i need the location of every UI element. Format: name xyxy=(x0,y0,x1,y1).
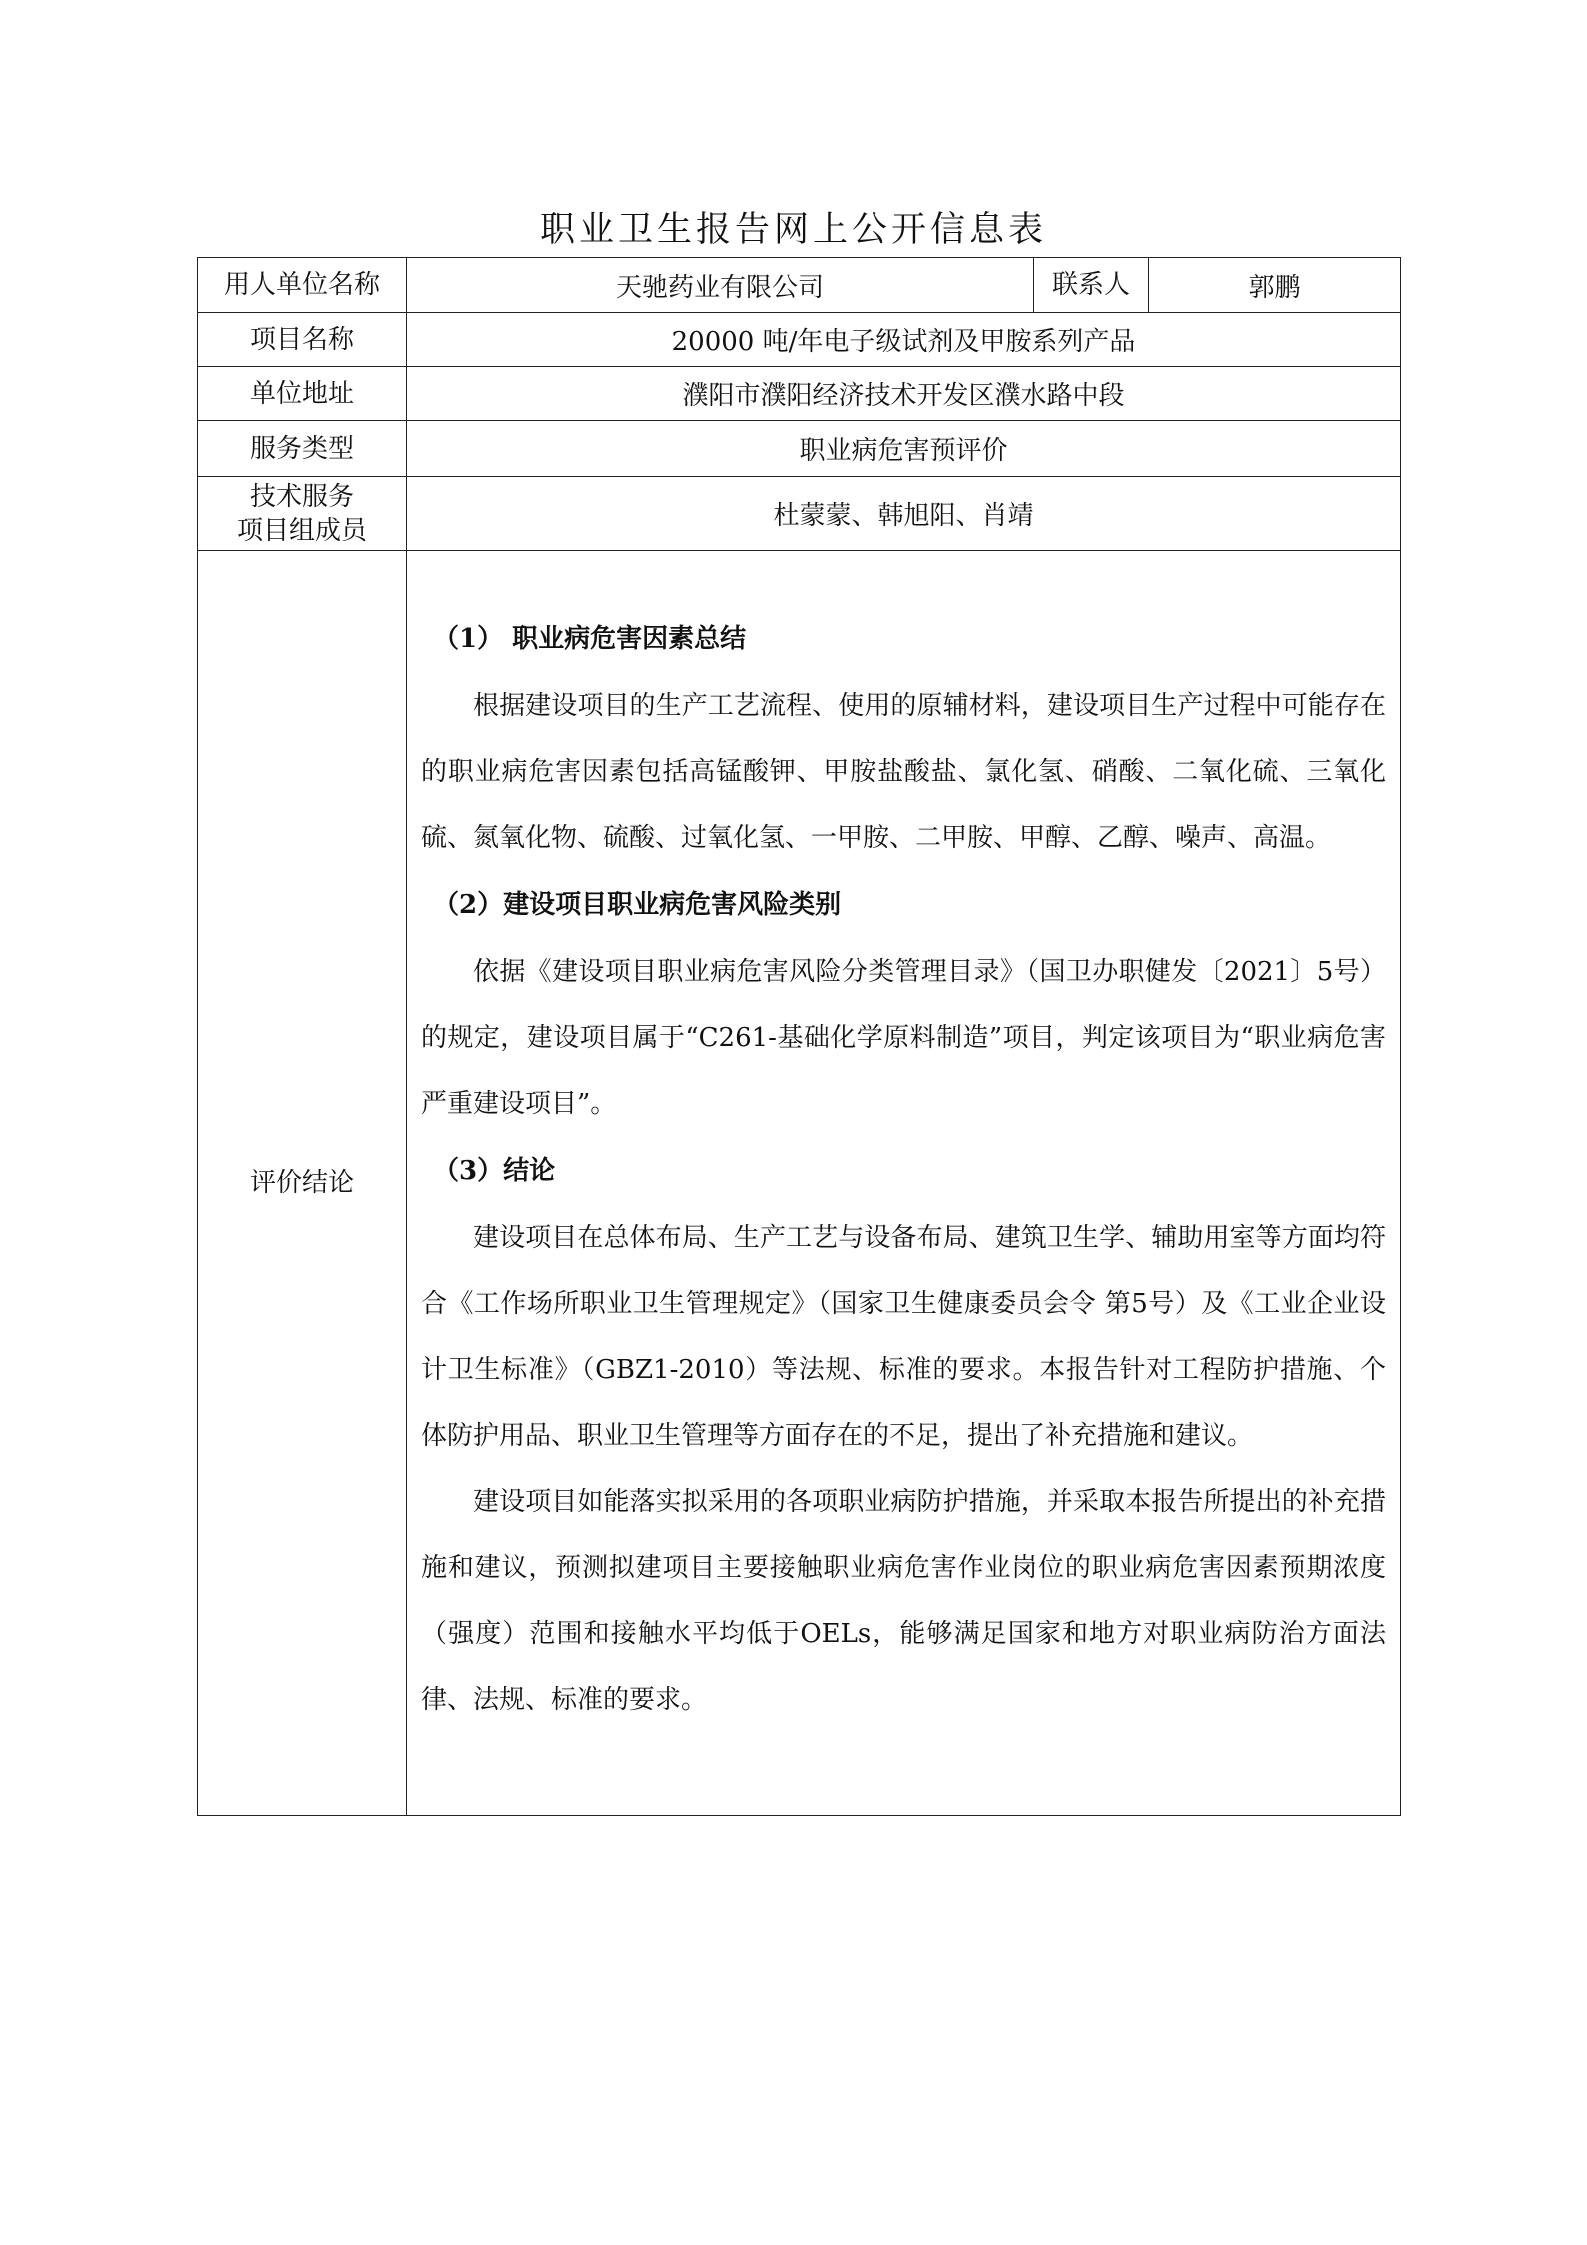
row-team xyxy=(198,477,1401,551)
team-value: 杜蒙蒙、韩旭阳、肖靖 xyxy=(407,477,1401,551)
team-label-line2: 项目组成员 xyxy=(236,515,367,546)
team-label xyxy=(198,477,407,551)
info-table xyxy=(197,257,1401,1816)
employer-value: 天驰药业有限公司 xyxy=(407,258,1034,313)
section-2-paragraph: 依据《建设项目职业病危害风险分类管理目录》（国卫办职健发〔2021〕5号）的规定，建设项目属于“C261-基础化学原料制造”项目，判定该项目为“职业病危害严重建设项目”。 xyxy=(421,957,1386,1119)
conclusion-content xyxy=(407,551,1401,1816)
team-label-line1: 技术服务 xyxy=(249,481,354,512)
conclusion-label: 评价结论 xyxy=(198,551,407,1816)
section-3-paragraph-1: 建设项目在总体布局、生产工艺与设备布局、建筑卫生学、辅助用室等方面均符合《工作场所职业卫生管理规定》（国家卫生健康委员会令 第5号）及《工业企业设计卫生标准》（GBZ1-2010）等法规、标准的要求。本报告针对工程防护措施、个体防护用品、职业卫生管理等方面存在的不足，提出了补充措施和建议。 xyxy=(421,1223,1386,1451)
section-2-heading: （2）建设项目职业病危害风险类别 xyxy=(433,890,842,920)
service-value: 职业病危害预评价 xyxy=(407,421,1401,477)
address-value: 濮阳市濮阳经济技术开发区濮水路中段 xyxy=(407,367,1401,421)
section-1-heading: （1） 职业病危害因素总结 xyxy=(433,624,747,654)
address-label: 单位地址 xyxy=(198,367,407,421)
section-3-heading: （3）结论 xyxy=(433,1156,556,1186)
section-3-paragraph-2: 建设项目如能落实拟采用的各项职业病防护措施，并采取本报告所提出的补充措施和建议，预测拟建项目主要接触职业病危害作业岗位的职业病危害因素预期浓度（强度）范围和接触水平均低于OELs，能够满足国家和地方对职业病防治方面法律、法规、标准的要求。 xyxy=(421,1487,1386,1715)
row-conclusion xyxy=(198,551,1401,1816)
row-service xyxy=(198,421,1401,477)
service-label: 服务类型 xyxy=(198,421,407,477)
row-employer xyxy=(198,258,1401,313)
project-value: 20000 吨/年电子级试剂及甲胺系列产品 xyxy=(407,313,1401,367)
contact-label: 联系人 xyxy=(1034,258,1149,313)
contact-value: 郭鹏 xyxy=(1149,258,1401,313)
row-address xyxy=(198,367,1401,421)
page-title: 职业卫生报告网上公开信息表 xyxy=(539,210,1047,250)
row-project xyxy=(198,313,1401,367)
employer-label: 用人单位名称 xyxy=(198,258,407,313)
project-label: 项目名称 xyxy=(198,313,407,367)
section-1-paragraph: 根据建设项目的生产工艺流程、使用的原辅材料，建设项目生产过程中可能存在的职业病危害因素包括高锰酸钾、甲胺盐酸盐、氯化氢、硝酸、二氧化硫、三氧化硫、氮氧化物、硫酸、过氧化氢、一甲胺、二甲胺、甲醇、乙醇、噪声、高温。 xyxy=(421,691,1386,853)
